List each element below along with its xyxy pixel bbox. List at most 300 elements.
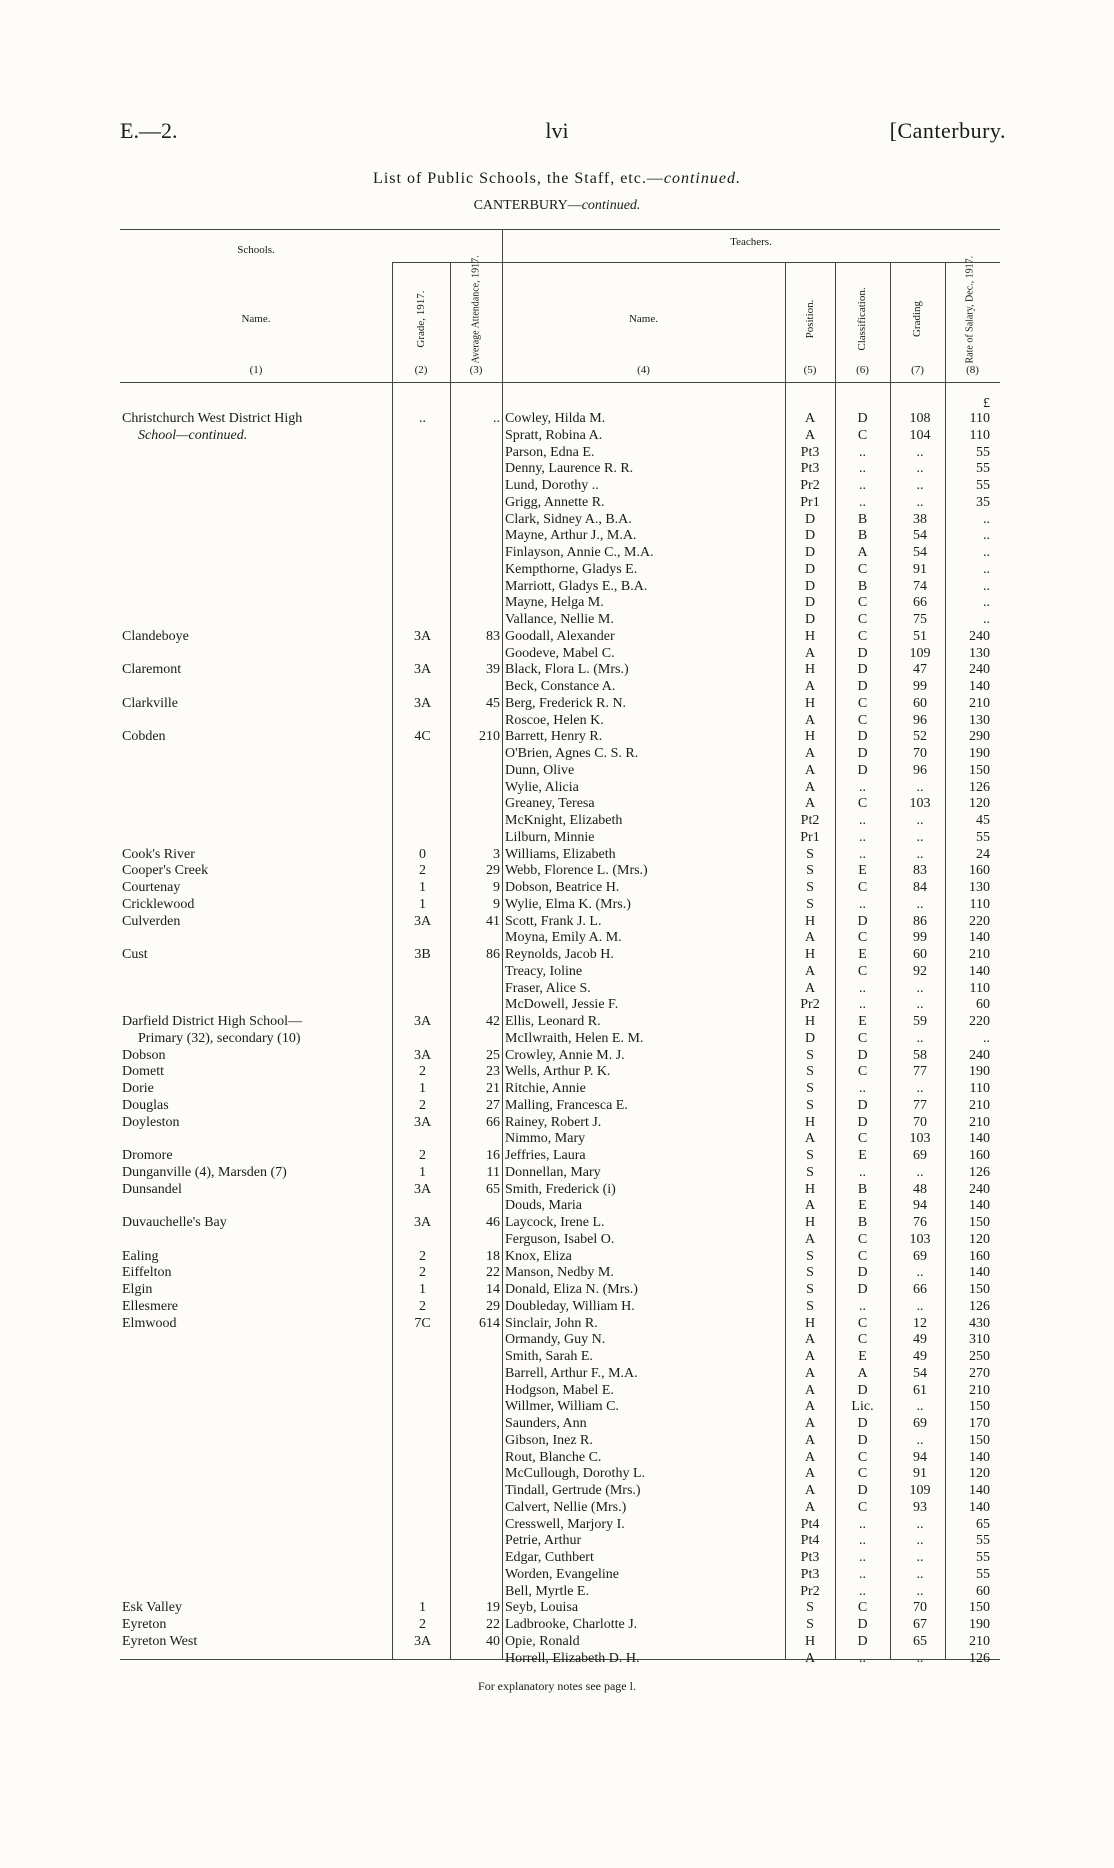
teacher-salary: 160 [969,863,990,879]
school-grade: 2 [419,1097,426,1113]
teacher-grading: .. [916,494,924,510]
teacher-salary: 290 [969,729,990,745]
teacher-classification: .. [859,997,866,1013]
currency-symbol: £ [983,396,990,411]
school-name: Cooper's Creek [122,863,209,879]
table-row [0,1482,1114,1499]
teacher-position: A [804,963,816,979]
teacher-grading: .. [916,1550,924,1565]
teacher-name: Gibson, Inez R. [505,1432,593,1448]
school-name: Cook's River [122,846,195,862]
teacher-classification: C [857,1449,868,1465]
teacher-position: A [804,762,816,778]
teacher-position: A [804,1499,816,1515]
teacher-salary: 240 [969,628,990,644]
teacher-salary: 250 [969,1349,990,1364]
grading-heading: Grading [911,300,923,338]
teacher-grading: 12 [913,1315,927,1331]
teacher-classification: .. [859,1550,866,1565]
school-grade: 3A [413,1633,432,1649]
school-attendance: 65 [486,1181,500,1197]
school-attendance: 83 [486,628,500,644]
teacher-classification: C [857,963,868,979]
teacher-position: S [806,896,814,912]
teacher-classification: C [857,1030,868,1046]
teacher-name: Goodall, Alexander [505,628,615,644]
teacher-salary: .. [983,561,990,577]
teacher-salary: 150 [969,1282,990,1297]
teacher-position: H [804,1315,816,1331]
table-row [0,1114,1114,1131]
school-grade: 1 [419,1081,426,1096]
teacher-position: H [804,913,816,929]
teacher-name: Rout, Blanche C. [505,1449,602,1465]
teacher-classification: C [857,628,868,644]
teacher-grading: 99 [913,930,927,946]
teacher-name: Rainey, Robert J. [505,1114,602,1130]
teacher-name: Barrell, Arthur F., M.A. [505,1365,638,1381]
school-attendance: 210 [479,729,500,745]
teacher-salary: .. [983,612,990,627]
teacher-salary: 190 [969,1617,990,1632]
teacher-classification: C [857,1231,868,1247]
teacher-name: Goodeve, Mabel C. [505,645,615,661]
school-name: Doyleston [122,1114,180,1130]
teacher-name: Malling, Francesca E. [505,1097,628,1113]
teacher-name: Moyna, Emily A. M. [505,930,622,946]
teacher-classification: .. [859,444,866,460]
school-grade: 7C [414,1315,431,1331]
teacher-position: Pt4 [800,1533,820,1549]
teacher-classification: D [857,1282,868,1297]
school-attendance: 23 [486,1064,500,1080]
teacher-salary: 110 [969,411,990,426]
teacher-classification: D [857,645,868,661]
grade-heading: Grade, 1917. [415,290,427,348]
teacher-classification: A [857,545,868,560]
table-row [0,1449,1114,1466]
school-grade: 3A [413,913,432,929]
teacher-position: S [806,1617,814,1632]
teacher-grading: .. [916,896,924,912]
teacher-classification: E [858,947,867,962]
document-title [0,170,1114,188]
teacher-grading: 86 [913,913,927,929]
table-row [0,1465,1114,1482]
teacher-name: Cresswell, Marjory I. [505,1516,625,1532]
table-row [0,1432,1114,1449]
table-row [0,862,1114,879]
school-grade: 2 [419,1298,426,1314]
classification-heading: Classification. [856,287,868,351]
school-name: Christchurch West District High [122,411,303,426]
teacher-position: Pt4 [800,1516,820,1532]
school-grade: 3A [413,695,432,711]
teacher-grading: .. [916,1566,924,1582]
teacher-grading: 54 [913,528,927,544]
teacher-classification: C [857,1466,868,1482]
table-row [0,728,1114,745]
teacher-position: S [806,1298,814,1314]
teacher-classification: D [857,662,868,678]
teacher-classification: C [857,427,868,443]
teacher-classification: E [858,1148,867,1163]
school-grade: 2 [419,1617,426,1632]
school-name: Dorie [122,1081,154,1096]
teacher-classification: .. [859,829,866,845]
school-attendance: 22 [486,1265,500,1281]
table-row [0,1147,1114,1164]
teacher-salary: 140 [969,679,990,694]
table-row [0,846,1114,863]
school-grade: 2 [419,1265,426,1281]
table-top-rule [120,229,1000,230]
table-row [0,812,1114,829]
teacher-position: Pt3 [800,444,820,460]
teacher-name: Treacy, Ioline [505,963,583,979]
school-name: Darfield District High School— [122,1014,303,1029]
teacher-position: H [804,729,816,745]
teacher-salary: .. [983,545,990,560]
teacher-name: Clark, Sidney A., B.A. [505,511,632,527]
teacher-name: Opie, Ronald [505,1633,580,1649]
school-name: Ealing [122,1248,159,1264]
teacher-name: Kempthorne, Gladys E. [505,561,638,577]
table-row [0,444,1114,461]
teacher-position: A [804,1382,816,1398]
teacher-salary: 150 [969,1215,990,1230]
teacher-name: Manson, Nedby M. [505,1265,614,1281]
header-bottom-rule [120,382,1000,383]
school-grade: 1 [419,1282,426,1297]
table-row [0,695,1114,712]
teacher-position: S [806,1248,814,1264]
school-name: Cobden [122,729,166,745]
table-row [0,460,1114,477]
teacher-classification: D [857,1047,868,1063]
teacher-name: Doubleday, William H. [505,1298,635,1314]
table-row [0,1030,1114,1047]
teacher-position: A [804,679,816,694]
teacher-name: Marriott, Gladys E., B.A. [505,578,648,594]
col-number: (1) [249,364,263,376]
table-row [0,1532,1114,1549]
school-name: Esk Valley [122,1600,183,1616]
teacher-name: Mayne, Arthur J., M.A. [505,528,637,544]
table-row [0,511,1114,528]
table-row [0,578,1114,595]
teacher-grading: .. [916,829,924,845]
teacher-position: S [806,1265,814,1281]
teacher-grading: 103 [909,1231,931,1247]
teacher-salary: 210 [969,1097,990,1113]
teacher-salary: 210 [969,1382,990,1398]
teacher-grading: 48 [913,1181,927,1197]
teacher-grading: 104 [909,427,931,443]
school-grade: 4C [414,729,431,745]
teacher-grading: .. [916,1030,924,1046]
teacher-position: A [804,1466,816,1482]
teacher-salary: 160 [969,1248,990,1264]
table-row [0,1231,1114,1248]
school-name-heading: Name. [241,313,271,325]
teacher-name: Wylie, Alicia [505,779,579,795]
page-ref: E.—2. [120,118,178,143]
teacher-classification: B [857,528,868,544]
school-attendance: 42 [486,1014,500,1029]
table-row [0,712,1114,729]
teacher-salary: 45 [976,813,990,828]
teacher-grading: .. [916,1164,924,1180]
teacher-classification: C [857,695,868,711]
table-row [0,1549,1114,1566]
teacher-salary: 24 [976,846,990,862]
teacher-salary: 130 [969,645,990,661]
teacher-classification: D [857,1617,868,1632]
school-grade: 3B [414,947,431,962]
teacher-grading: 94 [913,1198,927,1214]
teacher-name: Ormandy, Guy N. [505,1332,606,1348]
teacher-grading: 91 [913,1466,927,1482]
teacher-classification: D [857,1382,868,1398]
school-attendance: 11 [486,1164,500,1180]
table-row [0,996,1114,1013]
teacher-grading: 91 [913,561,927,577]
teacher-grading: .. [916,461,924,477]
teacher-position: Pr2 [800,997,820,1013]
teacher-name: Grigg, Annette R. [505,494,605,510]
teacher-position: H [804,1633,816,1649]
teacher-name: Seyb, Louisa [505,1600,579,1616]
table-row [0,1633,1114,1650]
teacher-classification: .. [859,1533,866,1549]
school-attendance: 9 [493,896,500,912]
teacher-salary: 140 [969,1483,990,1498]
teacher-grading: 60 [913,947,927,962]
table-row [0,628,1114,645]
teacher-grading: 70 [913,1114,927,1130]
teacher-position: A [804,427,816,443]
teacher-salary: 140 [969,1198,990,1214]
teacher-name: Lilburn, Minnie [505,829,595,845]
teacher-grading: 109 [909,645,931,661]
table-row [0,1516,1114,1533]
teacher-name: Donnellan, Mary [505,1164,601,1180]
teacher-grading: 75 [913,612,927,627]
teacher-classification: D [857,411,868,426]
table-row [0,913,1114,930]
school-attendance: 3 [493,846,500,862]
teacher-position: H [804,695,816,711]
teacher-salary: 140 [969,963,990,979]
teacher-classification: C [857,712,868,728]
school-grade: .. [419,411,426,426]
schools-heading: Schools. [237,244,275,256]
teacher-salary: 35 [976,494,990,510]
teacher-name: Parson, Edna E. [505,444,595,460]
table-row [0,410,1114,427]
teacher-salary: 190 [969,746,990,761]
teacher-position: A [804,1483,816,1498]
teacher-name: Horrell, Elizabeth D. H. [505,1650,640,1666]
teacher-position: S [806,1081,814,1096]
teacher-position: A [804,1198,816,1214]
teacher-name: Laycock, Irene L. [505,1215,605,1230]
teacher-grading: .. [916,1081,924,1096]
teacher-classification: B [857,1181,868,1197]
table-row [0,1398,1114,1415]
table-row [0,527,1114,544]
teacher-classification: .. [859,461,866,477]
teacher-classification: C [857,561,868,577]
table-row [0,1214,1114,1231]
teacher-grading: .. [916,478,924,493]
school-attendance: 614 [479,1315,500,1331]
teacher-name: Dunn, Olive [505,762,575,778]
teacher-classification: Lic. [851,1399,874,1415]
table-row [0,1566,1114,1583]
teacher-name: Tindall, Gertrude (Mrs.) [505,1483,641,1498]
teacher-name: Beck, Constance A. [505,679,616,694]
col-number: (5) [803,364,817,376]
teacher-name: Webb, Florence L. (Mrs.) [505,863,648,879]
teacher-position: Pr2 [800,478,820,493]
teacher-salary: 55 [976,461,990,477]
table-row [0,896,1114,913]
col-number: (7) [911,364,924,376]
salary-heading: Rate of Salary, Dec., 1917. [964,255,976,364]
teacher-grading: 108 [909,411,931,426]
teacher-position: Pr1 [800,829,820,845]
teacher-salary: 190 [969,1064,990,1080]
teacher-position: D [804,545,816,560]
teacher-position: D [804,561,816,577]
school-name: Courtenay [122,880,181,895]
teacher-salary: 60 [976,997,990,1013]
school-name: Ellesmere [122,1298,178,1314]
teacher-position: Pr2 [800,1583,820,1599]
col-number: (6) [856,364,869,376]
school-attendance: 86 [486,947,500,962]
teacher-grading: .. [916,1432,924,1448]
teacher-position: S [806,846,814,862]
school-name: Culverden [122,913,181,929]
table-row [0,645,1114,662]
teacher-name: Vallance, Nellie M. [505,612,614,627]
teacher-salary: 220 [969,1014,990,1029]
table-row [0,427,1114,444]
teacher-classification: D [857,1265,868,1281]
table-row [0,1650,1114,1667]
school-name: Domett [122,1064,164,1080]
school-attendance: 39 [486,662,500,678]
teacher-grading: .. [916,1650,924,1666]
teacher-grading: 70 [913,1600,927,1616]
table-row [0,1013,1114,1030]
table-row [0,745,1114,762]
teacher-name: Scott, Frank J. L. [505,913,602,929]
table-row [0,879,1114,896]
teacher-classification: .. [859,1516,866,1532]
teacher-position: A [804,1399,816,1415]
school-attendance: 9 [493,880,500,895]
teacher-name: Mayne, Helga M. [505,595,604,611]
teacher-salary: 150 [969,1600,990,1616]
teacher-position: A [804,980,816,996]
teacher-classification: .. [859,980,866,996]
table-row [0,1315,1114,1332]
teacher-position: S [806,1164,814,1180]
teacher-position: S [806,1097,814,1113]
school-name: Elgin [122,1282,153,1297]
title-continued: continued. [663,170,741,187]
teacher-name: McCullough, Dorothy L. [505,1466,645,1482]
teacher-classification: .. [859,779,866,795]
teacher-position: A [804,1231,816,1247]
section-name: CANTERBURY— [473,198,582,213]
teacher-grading: 92 [913,963,927,979]
teacher-grading: 70 [913,746,927,761]
school-grade: 2 [419,1248,426,1264]
teacher-position: H [804,1014,816,1029]
teacher-salary: 130 [969,880,990,895]
teacher-position: A [804,1432,816,1448]
teacher-salary: 140 [969,1449,990,1465]
teacher-salary: 126 [969,779,990,795]
teacher-salary: 150 [969,1399,990,1415]
table-row [0,1298,1114,1315]
teacher-salary: 55 [976,444,990,460]
table-row [0,561,1114,578]
teacher-salary: 126 [969,1650,990,1666]
teacher-classification: C [857,1064,868,1080]
school-attendance: 29 [486,863,500,879]
teacher-salary: 140 [969,1265,990,1281]
teacher-salary: 126 [969,1164,990,1180]
teacher-grading: 69 [913,1416,927,1431]
teacher-classification: A [857,1365,868,1381]
school-grade: 3A [413,628,432,644]
teacher-name: Smith, Sarah E. [505,1349,593,1364]
teacher-classification: C [857,930,868,946]
teacher-salary: 110 [969,427,990,443]
teacher-position: Pt2 [800,813,820,828]
teacher-position: S [806,1282,814,1297]
school-attendance: 66 [486,1114,500,1130]
teacher-grading: 52 [913,729,927,745]
teacher-position: A [804,1332,816,1348]
position-heading: Position. [804,299,816,339]
teacher-name: Crowley, Annie M. J. [505,1047,625,1063]
table-row [0,1415,1114,1432]
teacher-grading: 58 [913,1047,927,1063]
teacher-position: A [804,411,816,426]
teacher-salary: 270 [969,1365,990,1381]
table-row [0,795,1114,812]
teacher-salary: 110 [969,980,990,996]
table-row [0,594,1114,611]
teacher-grading: 96 [913,762,927,778]
teacher-salary: 210 [969,1633,990,1649]
teacher-position: A [804,779,816,795]
school-grade: 3A [413,1114,432,1130]
teacher-grading: 60 [913,695,927,711]
school-name: Dromore [122,1148,173,1163]
col-number: (3) [469,364,483,376]
table-row [0,1248,1114,1265]
table-row [0,1164,1114,1181]
table-row [0,1197,1114,1214]
